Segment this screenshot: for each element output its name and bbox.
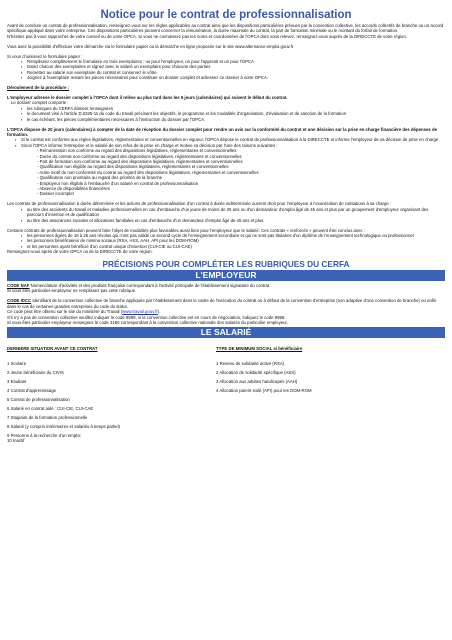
- step2-heading: L'OPCA dispose de 20 jours (calendaires) à compter de la date de réception du dossier complet pour rendre un avis sur la conformité du contrat et une décision sur la prise en charge financière des dépenses de formation.: [7, 126, 437, 137]
- list-item: ▪ au titre des accidents du travail et maladies professionnelles en cas d'embauche d'un jeune de moins de 26 ans ou d'un demandeur d'emploi âgé de 45 ans et plus par un groupement d'employeur organisant des parcours d'insertion et de qualification: [7, 207, 445, 218]
- intro-paragraph: N'hésitez pas à vous rapprocher de votre conseil ou de votre OPCA. Si vous ne connaissez pas les noms et coordonnées de l'OPCA dont vous relevez, renseignez-vous auprès de la DIRECCTE de votre région.: [7, 33, 408, 39]
- idcc-label: CODE IDCC: [7, 298, 32, 304]
- list-item: 2 Jeune bénéficiaire du CIVIS: [7, 369, 64, 375]
- list-item: 3 Allocation aux adultes handicapés (AAH): [216, 378, 298, 384]
- list-item: 8 Salarié (y compris intérimaires et salariés à temps partiel): [7, 423, 120, 429]
- naf-text: Nomenclature d'activités et des produits française correspondant à l'activité principale de l'établissement signataire du contrat.: [29, 283, 271, 289]
- list-item: ▪ Remplissez complètement le formulaire en trois exemplaires : un pour l'employeur, un pour l'apprenti et un pour l'OPCA: [7, 59, 445, 64]
- list-item: ▪ Si le contrat est conforme aux règles législatives, réglementaires et conventionnelles en vigueur, l'OPCA dépose le contrat de professionnalisation à la DIRECCTE et informe l'employeur de sa décision de prise en charge: [7, 137, 445, 142]
- intro-paragraph: Avant de conclure un contrat de professionnalisation, renseignez-vous sur les règles applicables au contrat ainsi que les dispositions particulières prévues par la convention collective, les accords collectifs de branche ou un accord spécifique appliqué dans votre entreprise. Ces dispositions particulières peuvent concerner la rémunération, la durée maximale du contrat, la part de formation minimale ou le montant du forfait de formation.: [7, 23, 444, 34]
- idcc-text: Identifiant de la convention collective de branche appliquée par l'établissement dans le cadre de l'exécution du contrat ou à défaut de la convention d'entreprise (non adaptive d'une convention de branche) ou enfin dans le cas de certaines grandes entreprises du code du statut.: [7, 298, 437, 309]
- list-item: ▪ Sinon l'OPCA informe l'entreprise et le salarié de son refus de la prise en charge et motive sa décision par l'une des raisons suivantes :: [7, 143, 445, 148]
- idcc-paragraph: [7, 298, 445, 309]
- minimum-social-heading-text: TYPE DE MINIMUM SOCIAL si bénéficiaire: [216, 346, 303, 352]
- list-item: - Qualification non prioritaire au regard des priorités de la branche: [37, 175, 163, 181]
- salarie-columns: [7, 346, 445, 447]
- step2-list: [7, 137, 445, 148]
- list-item: 1 Scolaire: [7, 360, 27, 366]
- list-item: ▪ et les personnes ayant bénéficié d'un contrat unique d'insertion (CUI-CIE ou CUI-CAE): [7, 244, 445, 249]
- list-item: 10 Inactif: [7, 438, 25, 444]
- idcc-note: Si vous êtes particulier employeur renseignez le code 3180 correspondant à la convention collective nationale des salariés du particulier employeur.: [7, 319, 288, 325]
- paper-intro: Si vous choisissez le formulaire papier :: [7, 53, 83, 59]
- list-item: 2 Allocation de solidarité spécifique (ASS): [216, 369, 296, 375]
- list-item: - Dossier incomplet: [37, 191, 74, 197]
- situation-column: [7, 346, 216, 447]
- list-item: ▪ au titre des assurances sociales et allocations familiales en cas d'embauche d'un demandeur d'emploi âgé de 45 ans et plus.: [7, 218, 445, 223]
- aides-list: [7, 233, 445, 249]
- step1-list: [7, 106, 445, 122]
- list-item: ▪ Datez chacun des exemplaires et signez avec le salarié un exemplaire pour chacune des parties: [7, 64, 445, 69]
- list-item: ▪ les personnes bénéficiaires de minima sociaux (RSA, ASS, AAH, API pour les DOM-ROM): [7, 238, 445, 243]
- exoneration-list: [7, 207, 445, 223]
- idcc-site-end: ).: [157, 309, 161, 315]
- list-item: ▪ le cas échéant, les pièces complémentaires nécessaires à l'instruction du dossier par l'OPCA.: [7, 117, 445, 122]
- section-bar-employeur: L'EMPLOYEUR: [7, 270, 445, 281]
- exoneration-paragraph: Les contrats de professionnalisation à durée déterminée et les actions de professionnalisation d'un contrat à durée indéterminée ouvrent droit pour l'employeur à l'exonération de cotisations à sa charge :: [7, 201, 392, 207]
- list-item: - Part de formation non-conforme au regard des dispositions législatives, réglementaires et conventionnelles: [37, 159, 243, 165]
- list-item: 3 Etudiant: [7, 378, 27, 384]
- online-paragraph: Vous avez la possibilité d'effectuer votre démarche via le formulaire papier ou la démarche en ligne proposée sur le site www.alternance.emploi.gouv.fr: [7, 43, 294, 49]
- reasons-list: [7, 148, 445, 197]
- section-title: PRÉCISIONS POUR COMPLÉTER LES RUBRIQUES DU CERFA: [102, 259, 350, 270]
- page-title: Notice pour le contrat de professionnalisation: [100, 9, 352, 21]
- list-item: - Absence de disponibilités financières: [37, 186, 110, 192]
- aides-footer: Renseignez-vous après de votre OPCA ou de la DIRECCTE de votre région.: [7, 249, 153, 255]
- list-item: - Employeur non éligible à l'embauche d'un salarié en contrat de professionnalisation: [37, 180, 199, 186]
- list-item: 4 Allocation parent isolé (API) pour les DOM-ROM: [216, 387, 312, 393]
- naf-note: Si vous êtes particulier-employeur ne remplissez pas cette rubrique.: [7, 288, 137, 294]
- list-item: - Qualification non éligible au regard des dispositions législatives, réglementaires et conventionnelles: [37, 164, 229, 170]
- section-bar-salarie: LE SALARIÉ: [7, 327, 445, 338]
- list-item: - Autre motif de non-conformité du contrat au regard des dispositions législatives, réglementaires et conventionnelles: [37, 169, 259, 175]
- list-item: 4 Contrat d'apprentissage: [7, 387, 57, 393]
- list-item: 9 Personne à la recherche d'un emploi: [7, 432, 81, 438]
- aides-paragraph: Certains contrats de professionnalisation peuvent faire l'objet de modalités plus favorables aussi bien pour l'employeur que le salarié. Ces contrats « renforcés » peuvent être conclus avec :: [7, 227, 366, 233]
- procedure-heading: Déroulement de la procédure :: [7, 85, 70, 91]
- list-item: ▪ les personnes âgées de 16 à 25 ans révolus qui n'ont pas validé un second cycle de l'enseignement secondaire et qui ne sont pas titulaires d'un diplôme de l'enseignement technologique ou professionnel: [7, 233, 445, 238]
- idcc-site-text: Ce code peut être obtenu sur le site du ministère du Travail (: [7, 309, 123, 315]
- naf-label: CODE NAF: [7, 283, 30, 289]
- list-item: ▪ Remettez au salarié son exemplaire du contrat et conservez le vôtre: [7, 70, 445, 75]
- travail-link[interactable]: www.travail.gouv.fr: [122, 309, 158, 315]
- paper-steps-list: [7, 59, 445, 81]
- list-item: ▪ Joignez à l'exemplaire restant les pièces nécessaires pour constituer un dossier complet et adressez ce dossier à votre OPCA.: [7, 75, 445, 80]
- minimum-social-column: [216, 346, 445, 447]
- list-item: ▪ le document visé à l'article D.6325-11 du code du travail précisant les objectifs, le programme et les modalités d'organisation, d'évaluation et de sanction de la formation: [7, 111, 445, 116]
- idcc-note: S'il n'y a pas de convention collective veuillez indiquer le code 9999, si la convention collective est en cours de négociation, indiquez le code 9998.: [7, 314, 286, 320]
- step1-heading: L'employeur adresse le dossier complet à l'OPCA dont il relève au plus tard dans les 5 jours (calendaires) qui suivent le début du contrat.: [7, 95, 288, 101]
- list-item: 6 Salarié en contrat aidé : CUI-CIE, CUI-CAE: [7, 405, 94, 411]
- situation-heading: DERNIÈRE SITUATION AVANT CE CONTRAT: [7, 346, 98, 352]
- list-item: - Rémunération non conforme au regard des dispositions législatives, réglementaires et conventionnelles: [37, 148, 237, 154]
- list-item: - Durée du contrat non-conforme au regard des dispositions législatives, réglementaires et conventionnelles: [37, 153, 242, 159]
- minimum-social-heading: [216, 346, 445, 351]
- step1-sub: Le dossier complet comporte :: [11, 100, 69, 106]
- list-item: 5 Contrat de professionnalisation: [7, 396, 70, 402]
- list-item: 1 Revenu de solidarité active (RSA): [216, 360, 285, 366]
- list-item: ▪ les rubriques du CERFA dûment renseignées: [7, 106, 445, 111]
- list-item: 7 Stagiaire de la formation professionnelle: [7, 414, 88, 420]
